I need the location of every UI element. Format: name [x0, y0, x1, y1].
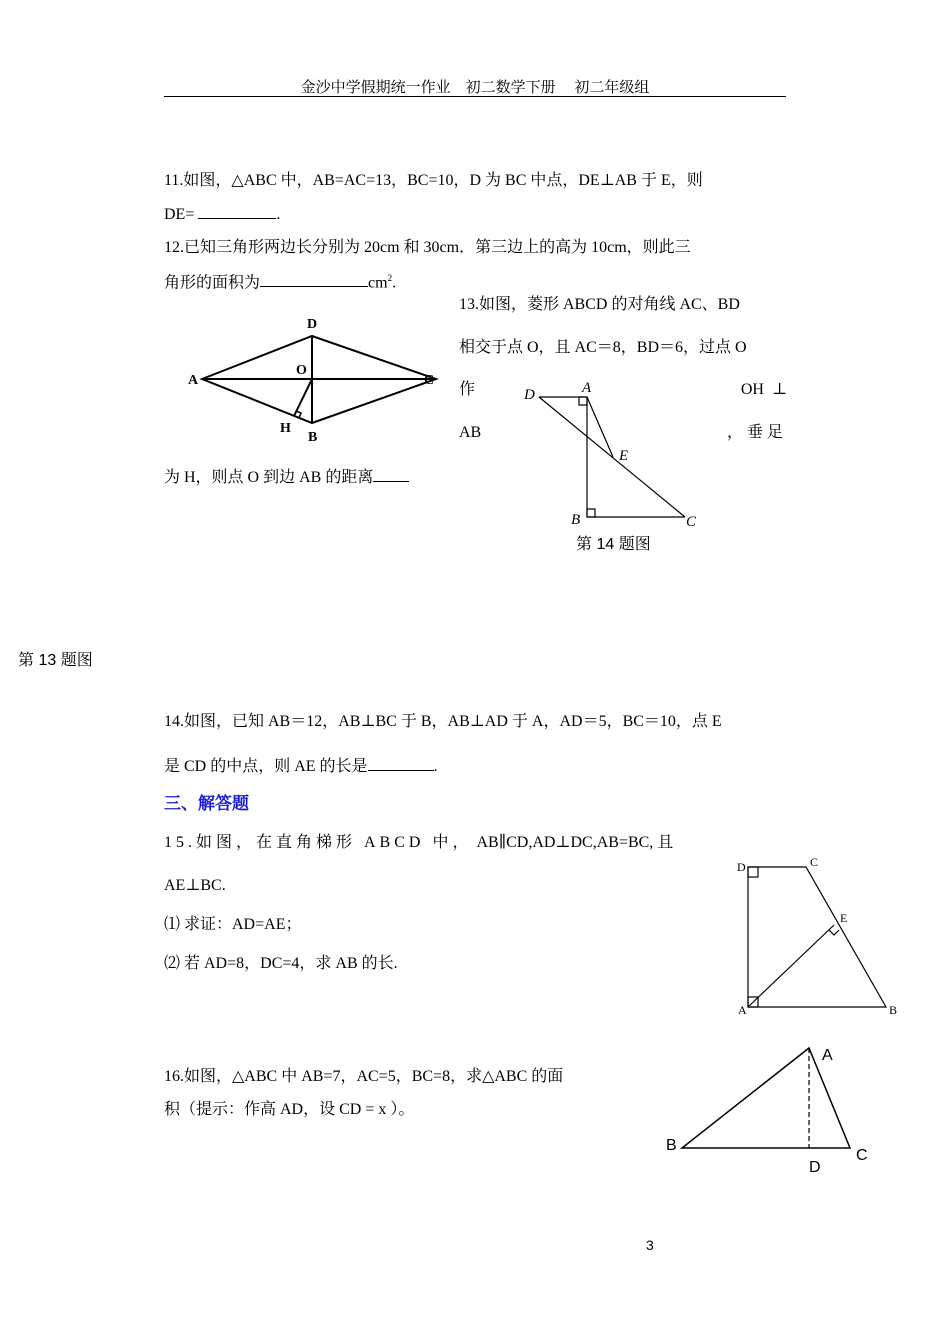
segment-ae: [587, 397, 613, 457]
page-number: 3: [646, 1237, 654, 1253]
q13-line4-left: AB: [459, 424, 482, 441]
q14-line1: 14.如图，已知 AB＝12，AB⊥BC 于 B，AB⊥AD 于 A，AD＝5，BC＝10，点 E: [164, 713, 722, 730]
q14-caption: 第 14 题图: [576, 536, 651, 553]
q12-line2: [164, 267, 396, 294]
segment-ae: [748, 925, 834, 1007]
q12-answer-blank[interactable]: [260, 270, 368, 287]
q11-line2: [164, 202, 280, 226]
q14-line2-suffix: .: [433, 758, 438, 775]
q16-label-d: D: [809, 1159, 821, 1176]
right-angle-a: [579, 397, 587, 405]
q13-caption: 第 13 题图: [18, 652, 93, 669]
q14-answer-blank[interactable]: [368, 754, 434, 771]
q13-label-o: O: [296, 363, 307, 378]
q12-line2-prefix: 角形的面积为: [164, 274, 261, 292]
q13-rhombus-figure: [180, 310, 450, 455]
q12-unit-exponent: 2: [387, 273, 393, 283]
q13-line5: [164, 465, 409, 489]
q14-label-b: B: [571, 512, 581, 528]
segment-oh: [294, 379, 312, 416]
q15-part2: ⑵ 若 AD=8，DC=4，求 AB 的长.: [164, 955, 398, 972]
q13-label-h: H: [280, 421, 291, 436]
q11-line2-suffix: .: [276, 206, 281, 223]
q14-line2: [164, 754, 438, 778]
q12-unit: cm: [368, 274, 388, 292]
page-header: 金沙中学假期统一作业 初二数学下册 初二年级组: [300, 80, 650, 96]
q13-line2: 相交于点 O，且 AC＝8，BD＝6，过点 O: [459, 339, 747, 356]
q15-label-a: A: [738, 1003, 747, 1017]
q11-line2-prefix: DE=: [164, 206, 199, 223]
q14-label-c: C: [686, 514, 697, 530]
q13-label-b: B: [308, 430, 318, 445]
q15-line2: AE⊥BC.: [164, 877, 226, 894]
q16-line1: 16.如图，△ABC 中 AB=7，AC=5，BC=8，求△ABC 的面: [164, 1068, 564, 1085]
q14-label-a: A: [582, 380, 592, 396]
q15-label-d: D: [737, 860, 746, 874]
q16-label-c: C: [856, 1147, 868, 1164]
q13-line5-text: 为 H，则点 O 到边 AB 的距离: [164, 469, 374, 486]
q11-answer-blank[interactable]: [198, 202, 276, 219]
q13-line1: 13.如图，菱形 ABCD 的对角线 AC、BD: [459, 296, 740, 313]
q14-label-d: D: [524, 387, 535, 403]
q15-trapezoid-figure: [730, 850, 910, 1025]
q13-label-d: D: [307, 317, 318, 332]
q13-label-c: C: [424, 373, 435, 388]
q13-line3-left: 作: [459, 381, 476, 398]
q13-answer-blank[interactable]: [373, 465, 409, 482]
q12-end: .: [392, 274, 397, 292]
q14-label-e: E: [619, 448, 629, 464]
right-angle-e: [829, 930, 839, 935]
q13-label-a: A: [188, 373, 199, 388]
q14-figure: [515, 372, 715, 532]
section-title: 三、解答题: [164, 794, 249, 813]
q13-line4-right: ，垂足: [726, 424, 787, 441]
q15-part1: ⑴ 求证：AD=AE；: [164, 916, 302, 933]
q11-line1: 11.如图，△ABC 中，AB=AC=13，BC=10，D 为 BC 中点，DE⊥AB 于 E，则: [164, 172, 703, 189]
q16-label-a: A: [822, 1047, 833, 1064]
header-rule: [164, 96, 786, 97]
q16-triangle-figure: [660, 1040, 880, 1180]
right-angle-b: [587, 509, 595, 517]
q16-line2: 积（提示：作高 AD，设 CD = x ）。: [164, 1101, 415, 1118]
right-angle-d: [748, 867, 758, 877]
q14-line2-prefix: 是 CD 的中点，则 AE 的长是: [164, 758, 368, 775]
segment-dc: [539, 397, 685, 517]
q16-label-b: B: [666, 1137, 677, 1154]
q15-label-b: B: [889, 1003, 898, 1017]
q13-line3-right: OH ⊥: [740, 381, 787, 398]
q15-line1: [164, 832, 673, 854]
q12-line1: 12.已知三角形两边长分别为 20cm 和 30cm．第三边上的高为 10cm，则此三: [164, 239, 691, 256]
q15-line1-conditions: AB∥CD,AD⊥DC,AB=BC, 且: [476, 834, 674, 851]
q15-label-e: E: [840, 911, 848, 925]
q15-label-c: C: [810, 855, 819, 869]
trapezoid-outline: [748, 867, 886, 1007]
q15-line1-text: 15.如图，在直角梯形 ABCD 中，: [164, 834, 473, 851]
